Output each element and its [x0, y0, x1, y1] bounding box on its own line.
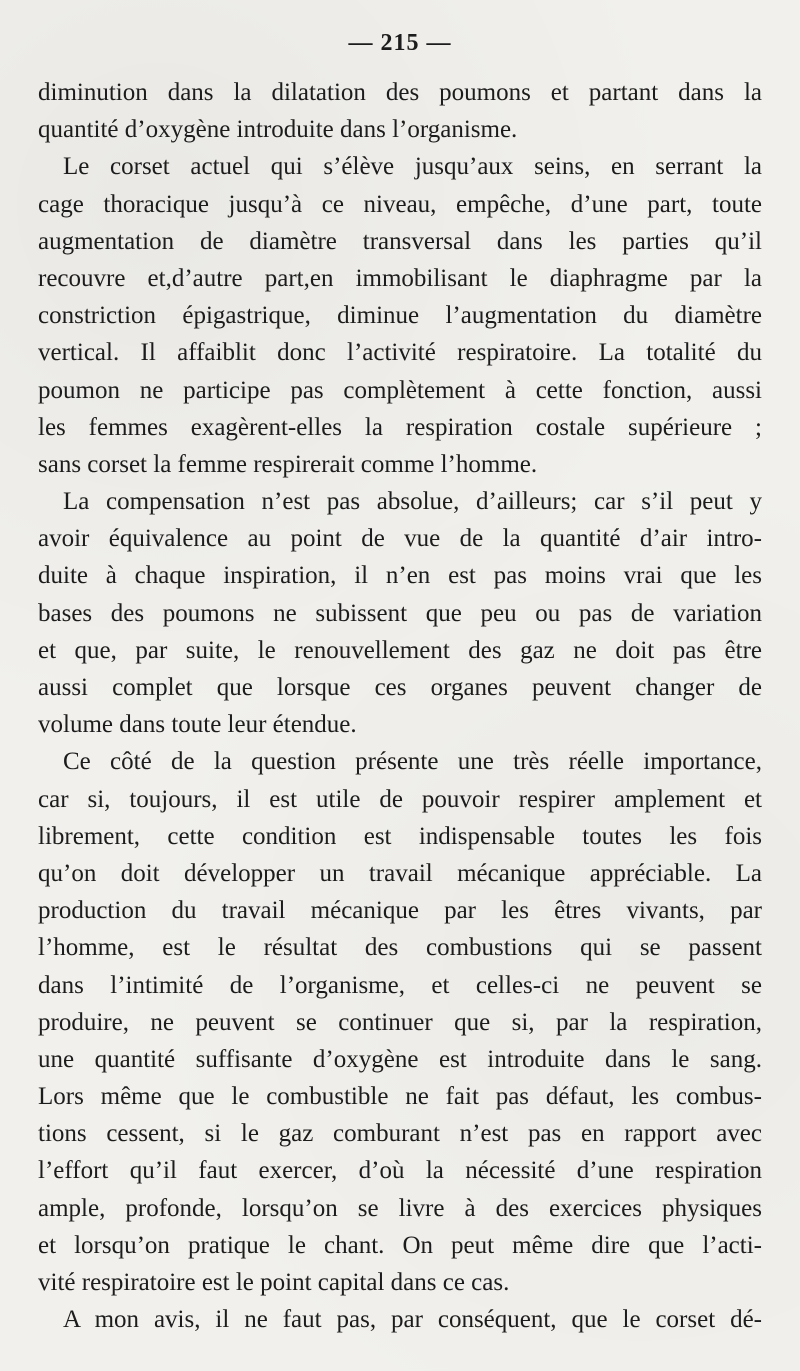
text-line: duite à chaque inspiration, il n’en est pas moins vrai que les: [38, 562, 762, 590]
text-line: aussi complet que lorsque ces organes peuvent changer de: [38, 674, 762, 701]
text-line: et que, par suite, le renouvellement des gaz ne doit pas être: [38, 636, 762, 664]
text-line: tions cessent, si le gaz comburant n’est pas en rapport avec: [38, 1120, 762, 1148]
text-line: Lors même que le combustible ne fait pas défaut, les combus-: [38, 1083, 762, 1111]
text-line: une quantité suffisante d’oxygène est introduite dans le sang.: [38, 1045, 762, 1073]
text-line: vité respiratoire est le point capital dans ce cas.: [38, 1269, 510, 1296]
text-line: diminution dans la dilatation des poumons et partant dans la: [38, 79, 762, 106]
text-line: produire, ne peuvent se continuer que si, par la respiration,: [38, 1008, 762, 1036]
page-number: — 215 —: [348, 30, 452, 56]
text-line: Le corset actuel qui s’élève jusqu’aux seins, en serrant la: [63, 153, 762, 181]
text-line: production du travail mécanique par les êtres vivants, par: [38, 897, 762, 925]
text-line: qu’on doit développer un travail mécanique appréciable. La: [38, 859, 762, 887]
text-line: vertical. Il affaiblit donc l’activité respiratoire. La totalité du: [38, 339, 762, 367]
text-line: quantité d’oxygène introduite dans l’organisme.: [38, 116, 518, 144]
text-line: volume dans toute leur étendue.: [38, 711, 357, 739]
body-text: [38, 74, 762, 1338]
text-line: constriction épigastrique, diminue l’augmentation du diamètre: [38, 302, 762, 330]
text-line: avoir équivalence au point de vue de la quantité d’air intro-: [38, 525, 762, 553]
text-line: Ce côté de la question présente une très réelle importance,: [63, 748, 762, 776]
text-line: ample, profonde, lorsqu’on se livre à des exercices physiques: [38, 1194, 762, 1222]
text-line: La compensation n’est pas absolue, d’ailleurs; car s’il peut y: [63, 488, 762, 516]
text-line: bases des poumons ne subissent que peu ou pas de variation: [38, 599, 762, 627]
text-line: poumon ne participe pas complètement à cette fonction, aussi: [38, 376, 762, 404]
text-line: dans l’intimité de l’organisme, et celles-ci ne peuvent se: [38, 971, 762, 999]
text-line: recouvre et,d’autre part,en immobilisant le diaphragme par la: [38, 264, 762, 292]
text-line: l’homme, est le résultat des combustions qui se passent: [38, 934, 762, 962]
text-line: librement, cette condition est indispensable toutes les fois: [38, 822, 762, 850]
text-line: cage thoracique jusqu’à ce niveau, empêche, d’une part, toute: [38, 190, 762, 218]
text-line: car si, toujours, il est utile de pouvoir respirer amplement et: [38, 785, 762, 813]
text-line: sans corset la femme respirerait comme l’homme.: [38, 450, 538, 478]
text-line: l’effort qu’il faut exercer, d’où la nécessité d’une respiration: [38, 1157, 762, 1185]
text-line: et lorsqu’on pratique le chant. On peut même dire que l’acti-: [38, 1231, 762, 1259]
text-line: augmentation de diamètre transversal dans les parties qu’il: [38, 227, 762, 255]
text-line: A mon avis, il ne faut pas, par conséquent, que le corset dé-: [63, 1306, 762, 1334]
text-line: les femmes exagèrent-elles la respiration costale supérieure ;: [38, 413, 762, 441]
